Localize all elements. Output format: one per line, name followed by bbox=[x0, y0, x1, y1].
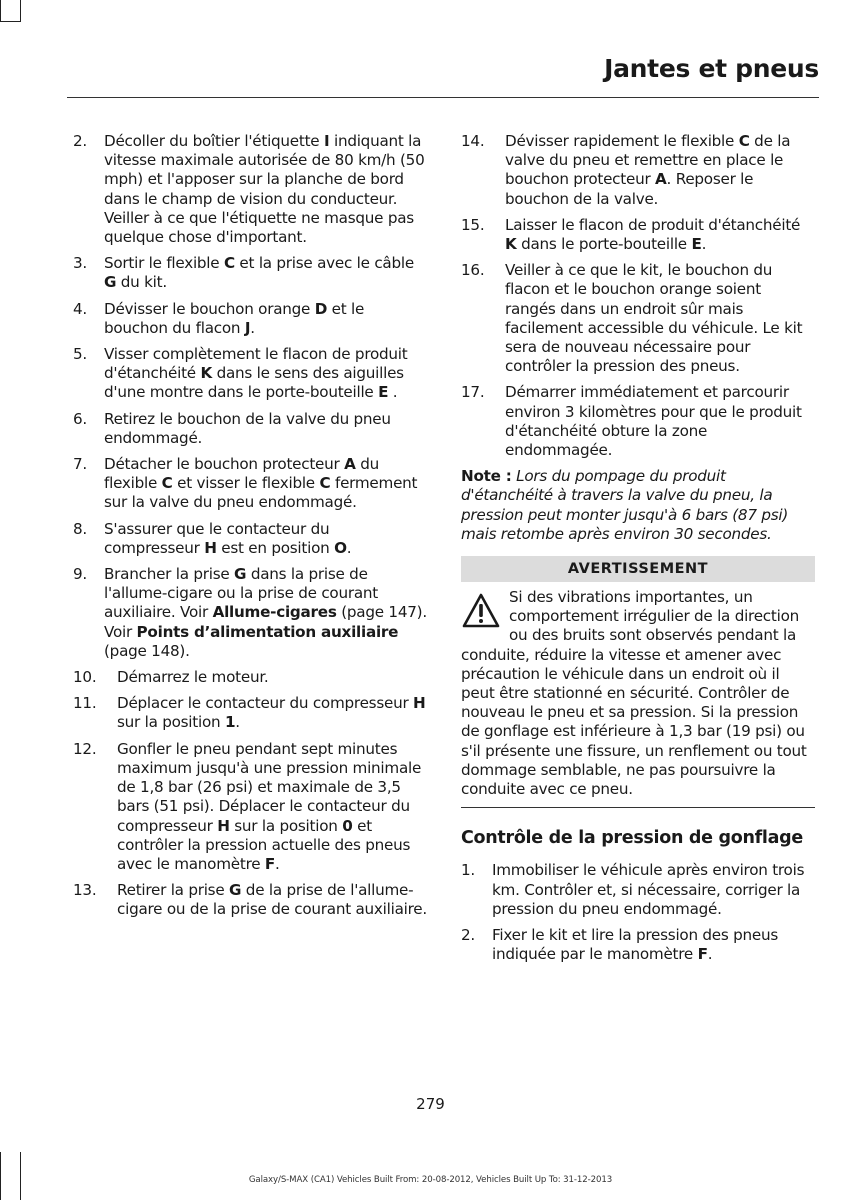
bold-reference: F bbox=[264, 854, 276, 873]
step-item bbox=[73, 254, 427, 292]
bold-reference: J bbox=[244, 318, 251, 337]
bold-reference: K bbox=[505, 235, 517, 254]
text-run: Dévisser rapidement le flexible bbox=[505, 132, 739, 150]
text-run: Fixer le kit et lire la pression des pneus indiquée par le manomètre bbox=[492, 925, 779, 964]
warning-triangle-icon bbox=[461, 591, 501, 631]
bold-reference: D bbox=[314, 299, 328, 318]
bold-reference: I bbox=[323, 132, 330, 150]
step-list bbox=[461, 861, 815, 964]
text-run: Détacher le bouchon protecteur bbox=[104, 455, 345, 474]
step-text bbox=[104, 132, 427, 247]
text-run: Démarrez le moteur. bbox=[117, 668, 269, 687]
text-run: et le bouchon du flacon bbox=[104, 299, 365, 337]
bold-reference: Allume-cigares bbox=[212, 603, 337, 622]
step-item bbox=[461, 216, 815, 254]
bold-reference: 0 bbox=[342, 816, 353, 835]
text-run: dans le sens des aiguilles d'une montre dans le porte-bouteille bbox=[104, 364, 404, 402]
bold-reference: E bbox=[691, 235, 702, 254]
step-number: 6. bbox=[73, 409, 87, 428]
text-run: (page 147). Voir bbox=[104, 603, 427, 641]
step-item bbox=[73, 565, 427, 661]
step-number: 15. bbox=[461, 215, 485, 234]
text-run: et visser le flexible bbox=[172, 474, 320, 493]
bold-reference: G bbox=[234, 565, 247, 584]
step-number: 2. bbox=[461, 925, 475, 944]
step-number: 5. bbox=[73, 345, 87, 364]
step-text bbox=[104, 254, 427, 292]
step-item bbox=[73, 520, 427, 558]
step-text bbox=[492, 926, 815, 964]
crop-mark bbox=[0, 21, 21, 22]
text-run: du kit. bbox=[116, 273, 167, 292]
text-run: de la valve du pneu et remettre en place le bouchon protecteur bbox=[505, 132, 791, 189]
text-run: est en position bbox=[216, 538, 335, 557]
page-title: Jantes et pneus bbox=[604, 54, 819, 83]
step-text bbox=[505, 383, 815, 460]
text-run: Immobiliser le véhicule après environ trois km. Contrôler et, si nécessaire, corriger la pression du pneu endommagé. bbox=[492, 861, 805, 918]
warning-text: Si des vibrations importantes, un comportement irrégulier de la direction ou des bruits sont observés pendant la conduite, réduire la vitesse et amener avec précaution le véhicule dans un endroit où il peut être stationné en sécurité. Contrôler de nouveau le pneu et sa pression. Si la pression de gonflage est inférieure à 1,3 bar (19 psi) ou s'il présente une fissure, un renflement ou tout dommage semblable, ne pas poursuivre la conduite avec ce pneu. bbox=[461, 588, 807, 799]
text-run: S'assurer que le contacteur du compresseur bbox=[104, 519, 330, 557]
bold-reference: H bbox=[204, 538, 217, 557]
bold-reference: O bbox=[334, 538, 347, 557]
text-run: . Reposer le bouchon de la valve. bbox=[505, 170, 754, 208]
note-text: Lors du pompage du produit d'étanchéité à travers la valve du pneu, la pression peut monter jusqu'à 6 bars (87 psi) mais retombe après environ 30 secondes. bbox=[461, 467, 789, 543]
text-run: . bbox=[707, 945, 713, 964]
header-rule bbox=[67, 97, 819, 98]
text-run: . bbox=[235, 713, 240, 732]
warning-heading: AVERTISSEMENT bbox=[461, 556, 815, 582]
step-item bbox=[73, 410, 427, 448]
step-text bbox=[104, 345, 427, 403]
step-text bbox=[117, 694, 427, 732]
step-list bbox=[461, 132, 815, 460]
text-run: . bbox=[701, 235, 707, 254]
step-number: 16. bbox=[461, 261, 485, 280]
text-run: . bbox=[275, 854, 280, 873]
bold-reference: C bbox=[738, 132, 750, 150]
step-item bbox=[73, 132, 427, 247]
step-item bbox=[461, 261, 815, 376]
note bbox=[461, 467, 815, 544]
text-run: dans le porte-bouteille bbox=[516, 235, 692, 254]
text-run: Démarrer immédiatement et parcourir environ 3 kilomètres pour que le produit d'étanchéité obture la zone endommagée. bbox=[505, 383, 802, 460]
step-text bbox=[505, 261, 815, 376]
step-number: 8. bbox=[73, 519, 87, 538]
step-text bbox=[117, 740, 427, 874]
right-column bbox=[461, 132, 815, 971]
crop-mark bbox=[20, 0, 21, 22]
bold-reference: K bbox=[200, 364, 212, 383]
bold-reference: G bbox=[104, 273, 117, 292]
text-run: . bbox=[346, 538, 352, 557]
text-run: Retirez le bouchon de la valve du pneu endommagé. bbox=[104, 409, 391, 447]
step-text bbox=[104, 300, 427, 338]
section-title: Contrôle de la pression de gonflage bbox=[461, 828, 803, 849]
note-label: Note : bbox=[461, 467, 512, 486]
step-text bbox=[492, 861, 815, 919]
text-run: dans la prise de l'allume-cigare ou la prise de courant auxiliaire. Voir bbox=[104, 565, 378, 622]
crop-mark bbox=[0, 0, 1, 22]
bold-reference: 1 bbox=[224, 713, 236, 732]
text-run: Dévisser le bouchon orange bbox=[104, 299, 315, 318]
step-number: 12. bbox=[73, 739, 97, 758]
text-run: Brancher la prise bbox=[104, 565, 235, 584]
step-number: 1. bbox=[461, 861, 475, 880]
step-item bbox=[461, 132, 815, 209]
step-number: 9. bbox=[73, 565, 87, 584]
text-run: Gonfler le pneu pendant sept minutes maximum jusqu'à une pression minimale de 1,8 bar (26 psi) et maximale de 3,5 bars (51 psi). Déplacer le contacteur du compresseur bbox=[117, 739, 422, 835]
step-item bbox=[73, 345, 427, 403]
bold-reference: E bbox=[378, 383, 389, 402]
page-number: 279 bbox=[416, 1095, 445, 1113]
bold-reference: C bbox=[223, 254, 235, 273]
step-text bbox=[104, 455, 427, 513]
step-number: 10. bbox=[73, 668, 97, 687]
step-number: 14. bbox=[461, 132, 485, 150]
left-column bbox=[73, 132, 427, 927]
bold-reference: H bbox=[217, 816, 230, 835]
text-run: Veiller à ce que le kit, le bouchon du flacon et le bouchon orange soient rangés dans un endroit sûr mais facilement accessible du véhicule. Le kit sera de nouveau nécessaire pour contrôler la pression des pneus. bbox=[505, 261, 803, 376]
step-text bbox=[104, 565, 427, 661]
text-run: indiquant la vitesse maximale autorisée de 80 km/h (50 mph) et l'apposer sur la planche de bord dans le champ de vision du conducteur. Veiller à ce que l'étiquette ne masque pas quelque chose d'important. bbox=[104, 132, 425, 247]
step-item bbox=[73, 740, 427, 874]
text-run: . bbox=[388, 383, 398, 402]
bold-reference: C bbox=[161, 474, 173, 493]
step-number: 11. bbox=[73, 694, 97, 713]
step-number: 3. bbox=[73, 254, 87, 273]
bold-reference: F bbox=[697, 945, 708, 964]
text-run: fermement sur la valve du pneu endommagé. bbox=[104, 474, 418, 512]
step-text bbox=[104, 410, 427, 448]
text-run: sur la position bbox=[229, 816, 343, 835]
text-run: Décoller du boîtier l'étiquette bbox=[104, 132, 324, 150]
step-text bbox=[104, 520, 427, 558]
text-run: . bbox=[250, 318, 255, 337]
step-text bbox=[505, 216, 815, 254]
step-item bbox=[461, 861, 815, 919]
text-run: Visser complètement le flacon de produit d'étanchéité bbox=[104, 345, 408, 383]
bold-reference: G bbox=[229, 881, 242, 900]
text-run: et contrôler la pression actuelle des pneus avec le manomètre bbox=[117, 816, 411, 873]
step-text bbox=[117, 668, 427, 687]
step-number: 7. bbox=[73, 455, 87, 474]
step-item bbox=[73, 668, 427, 687]
step-item bbox=[461, 926, 815, 964]
text-run: Retirer la prise bbox=[117, 881, 230, 900]
text-run: (page 148). bbox=[104, 641, 190, 660]
step-text bbox=[505, 132, 815, 209]
text-run: Sortir le flexible bbox=[104, 254, 224, 273]
step-item bbox=[73, 881, 427, 919]
step-item bbox=[73, 694, 427, 732]
step-item bbox=[461, 383, 815, 460]
step-list bbox=[73, 132, 427, 920]
text-run: et la prise avec le câble bbox=[234, 254, 414, 273]
text-run: du flexible bbox=[104, 455, 379, 493]
text-run: Laisser le flacon de produit d'étanchéité bbox=[505, 215, 801, 234]
text-run: sur la position bbox=[117, 713, 225, 732]
bold-reference: A bbox=[655, 170, 667, 189]
bold-reference: A bbox=[344, 455, 356, 474]
step-number: 4. bbox=[73, 299, 87, 318]
bold-reference: Points d’alimentation auxiliaire bbox=[136, 622, 399, 641]
text-run: Déplacer le contacteur du compresseur bbox=[117, 694, 414, 713]
step-item bbox=[73, 455, 427, 513]
bold-reference: C bbox=[319, 474, 331, 493]
step-number: 17. bbox=[461, 383, 485, 402]
step-number: 2. bbox=[73, 132, 87, 150]
step-text bbox=[117, 881, 427, 919]
step-number: 13. bbox=[73, 881, 97, 900]
bold-reference: H bbox=[413, 694, 426, 713]
warning-body bbox=[461, 582, 815, 808]
footer-text: Galaxy/S-MAX (CA1) Vehicles Built From: 20-08-2012, Vehicles Built Up To: 31-12-2013 bbox=[248, 1175, 613, 1185]
text-run: de la prise de l'allume-cigare ou de la prise de courant auxiliaire. bbox=[117, 881, 427, 919]
step-item bbox=[73, 300, 427, 338]
